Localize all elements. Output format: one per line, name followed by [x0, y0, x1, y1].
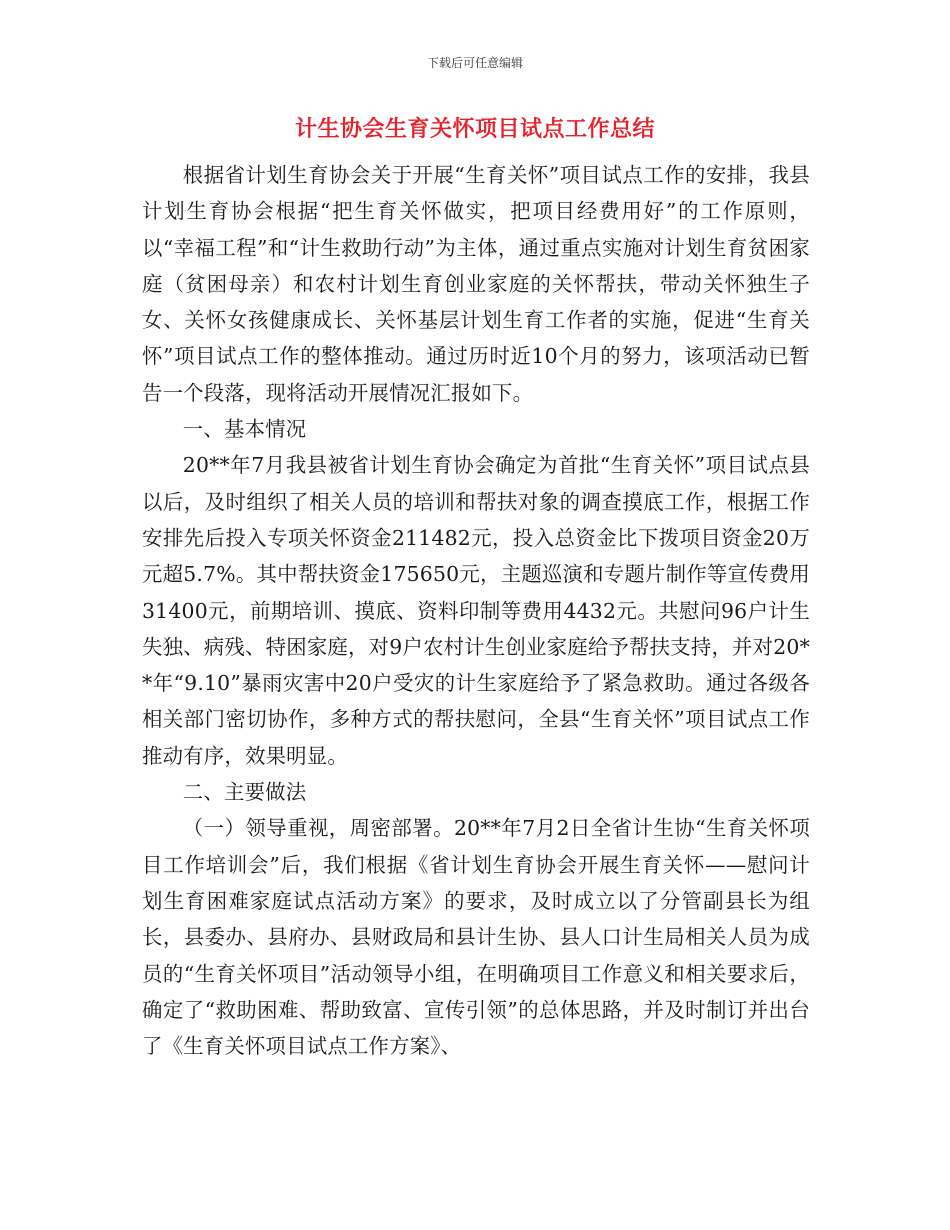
section-heading-main-practices: 二、主要做法 — [182, 780, 307, 805]
section-heading-basic-situation: 一、基本情况 — [182, 417, 307, 442]
document-body — [142, 157, 810, 1064]
main-practices-paragraph: （一）领导重视，周密部署。20**年7月2日全省计生协“生育关怀项目工作培训会”后，我们根据《省计划生育协会开展生育关怀——慰问计划生育困难家庭试点活动方案》的要求，及时成立以了分管副县长为组长，县委办、县府办、县财政局和县计生协、县人口计生局相关人员为成员的“生育关怀项目”活动领导小组，在明确项目工作意义和相关要求后，确定了“救助困难、帮助致富、宣传引领”的总体思路，并及时制订并出台了《生育关怀项目试点工作方案》、 — [142, 816, 810, 1059]
document-title: 计生协会生育关怀项目试点工作总结 — [294, 116, 655, 142]
page-header-note: 下载后可任意编辑 — [426, 56, 523, 70]
intro-paragraph: 根据省计划生育协会关于开展“生育关怀”项目试点工作的安排，我县计划生育协会根据“把生育关怀做实，把项目经费用好”的工作原则，以“幸福工程”和“计生救助行动”为主体，通过重点实施对计划生育贫困家庭（贫困母亲）和农村计划生育创业家庭的关怀帮扶，带动关怀独生子女、关怀女孩健康成长、关怀基层计划生育工作者的实施，促进“生育关怀”项目试点工作的整体推动。通过历时近10个月的努力，该项活动已暂告一个段落，现将活动开展情况汇报如下。 — [142, 163, 810, 405]
basic-situation-paragraph: 20**年7月我县被省计划生育协会确定为首批“生育关怀”项目试点县以后，及时组织了相关人员的培训和帮扶对象的调查摸底工作，根据工作安排先后投入专项关怀资金211482元，投入总资金比下拨项目资金20万元超5.7%。其中帮扶资金175650元，主题巡演和专题片制作等宣传费用31400元，前期培训、摸底、资料印制等费用4432元。共慰问96户计生失独、病残、特困家庭，对9户农村计生创业家庭给予帮扶支持，并对20**年“9.10”暴雨灾害中20户受灾的计生家庭给予了紧急救助。通过各级各相关部门密切协作，多种方式的帮扶慰问，全县“生育关怀”项目试点工作推动有序，效果明显。 — [142, 453, 810, 768]
